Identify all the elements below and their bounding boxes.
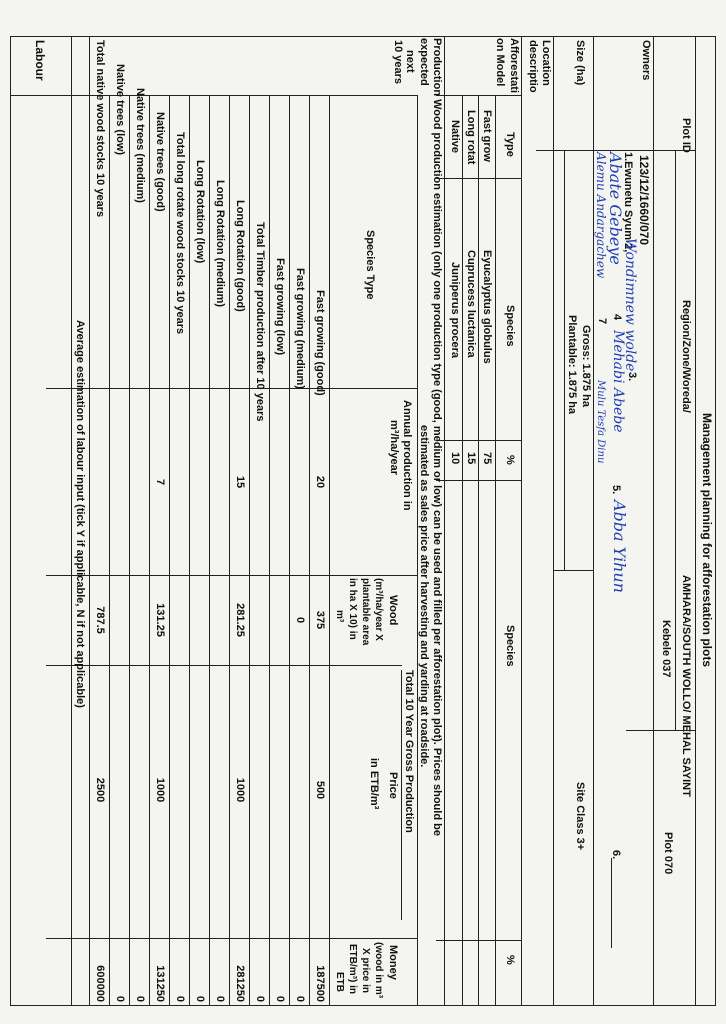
model-row-species: Cuprucess luctanica	[465, 250, 477, 358]
col-divider-price	[46, 665, 402, 666]
price-sub: in ETB/m³	[368, 758, 380, 810]
model-row-type: Native	[449, 120, 461, 154]
model-species-header-right: Species	[504, 625, 516, 667]
form-title: Management planning for afforestation plots	[700, 412, 714, 668]
row-wood: 281.25	[234, 603, 246, 637]
owner-5-handwritten: Abba Yihun	[610, 500, 629, 593]
price-header: Price	[387, 772, 399, 799]
owner-5-number: 5.	[610, 485, 622, 495]
row-money: 131250	[154, 965, 166, 1002]
row-line	[249, 95, 250, 1006]
row-money: 0	[194, 995, 206, 1002]
col-divider-money	[46, 938, 418, 939]
model-row-line	[478, 95, 479, 1006]
row-money: 0	[114, 995, 126, 1002]
total-production-underline	[401, 670, 402, 920]
model-row-line	[462, 95, 463, 1006]
model-row-pct: 10	[449, 452, 461, 465]
row-price: 500	[314, 780, 326, 800]
wood-sub-4: m³	[334, 610, 345, 623]
row-line	[309, 95, 310, 1006]
row-wood: 787.5	[94, 606, 106, 634]
species-type-header: Species Type	[364, 230, 376, 300]
plantable-underline	[564, 150, 565, 570]
wood-sub-3: in ha X 10) in	[347, 578, 358, 640]
model-row-pct: 15	[465, 452, 477, 465]
owner-3-handwritten: Abate Gebeye	[606, 152, 625, 265]
row-money: 0	[254, 995, 266, 1002]
row-money: 0	[274, 995, 286, 1002]
labour-divider	[10, 95, 72, 96]
model-type-divider	[436, 178, 522, 179]
model-type-header: Type	[504, 132, 516, 157]
model-species-header: Species	[504, 305, 516, 347]
row-money: 187500	[314, 965, 326, 1002]
model-bottom-line	[444, 36, 445, 1006]
money-header: Money	[387, 945, 399, 980]
row-line	[229, 95, 230, 1006]
row-wood: 131.25	[154, 603, 166, 637]
row-annual: 20	[314, 475, 326, 489]
row-label: Total Timber production after 10 years	[254, 222, 266, 422]
labour-label: Labour	[33, 40, 47, 81]
model-right-species-divider	[436, 940, 522, 941]
row-annual: 7	[154, 478, 166, 486]
row-label: Total native wood stocks 10 years	[94, 40, 106, 218]
row-line	[149, 95, 150, 1006]
row-label: Fast growing (low)	[274, 258, 286, 356]
owners-label: Owners	[640, 40, 652, 81]
title-divider	[695, 36, 696, 1006]
row-label: Native trees (low)	[114, 64, 126, 156]
row-money: 0	[174, 995, 186, 1002]
labour-text-line	[71, 36, 72, 1006]
wood-header: Wood	[387, 595, 399, 626]
model-pct-divider	[436, 480, 522, 481]
model-row-pct: 75	[481, 452, 493, 465]
wood-sub-2: plantable area	[360, 578, 371, 646]
plot-code: 123/12/1660/070	[637, 155, 651, 246]
region-value: AMHARA/SOUTH WOLLO/ MEHAL SAYINT	[680, 575, 692, 797]
labour-text: Average estimation of labour input (tick Y if applicable, N if not applicable)	[74, 320, 86, 708]
model-left-divider	[436, 95, 522, 96]
header-divider-3	[626, 730, 696, 731]
model-pct-header: %	[504, 455, 516, 465]
row-wood: 0	[294, 616, 306, 624]
production-header-line	[329, 95, 330, 1006]
row-money: 0	[134, 995, 146, 1002]
model-row-type: Fast grow	[481, 110, 493, 162]
plantable-size: Plantable: 1.875 ha	[566, 315, 578, 415]
location-bottom-line	[521, 36, 522, 1006]
row-line	[289, 95, 290, 1006]
production-intro: Production Wood production estimation (only one production type (good, medium or low) can be used and filled per afforestation plot). Prices should be	[431, 38, 443, 836]
model-species-divider	[436, 440, 522, 441]
row-label: Long Rotation (medium)	[214, 180, 226, 308]
total-production-header: Total 10 Year Gross Production	[403, 670, 415, 833]
production-side-next: next	[404, 50, 416, 73]
row-line	[189, 95, 190, 1006]
model-pct-header-right: %	[504, 955, 516, 965]
row-label: Native trees (medium)	[134, 88, 146, 203]
row-price: 1000	[154, 777, 166, 803]
row-label: Total long rotate wood stocks 10 years	[174, 132, 186, 335]
row-wood: 375	[314, 610, 326, 630]
model-label-1: Afforestati	[508, 38, 520, 94]
region-label: Region/Zone/Woreda/	[680, 300, 692, 413]
row-line	[109, 95, 110, 1006]
money-sub-1: (wood in m³	[373, 942, 384, 999]
model-row-species: Juniperus procera	[449, 262, 461, 358]
model-header-line	[495, 95, 496, 1006]
row-label: Fast growing (good)	[314, 290, 326, 396]
money-sub-2: X price in	[360, 948, 371, 994]
owner-6-handwritten: Alemu Andargachew	[594, 152, 608, 279]
row-annual: 15	[234, 475, 246, 489]
model-row-type: Long rotat	[465, 110, 477, 165]
plot-id-label: Plot ID	[680, 118, 692, 153]
production-intro-line	[417, 95, 418, 1006]
row-price: 1000	[234, 777, 246, 803]
owners-bottom-line	[593, 36, 594, 1006]
wood-sub-1: (m³/ha/year X	[373, 578, 384, 641]
money-sub-4: ETB	[334, 972, 345, 992]
owner-7-handwritten: Mulu Tesfa Dinu	[595, 380, 606, 464]
owner-7-number: 7	[596, 318, 608, 325]
location-label: Location descriptio	[527, 40, 552, 93]
header-divider-2	[675, 150, 676, 730]
production-bottom-line	[89, 36, 90, 1006]
row-line	[129, 95, 130, 1006]
row-price: 2500	[94, 777, 106, 803]
owner-3-number: 3.	[626, 372, 638, 382]
production-side-years: 10 years	[392, 40, 404, 85]
row-label: Fast growing (medium)	[294, 268, 306, 389]
annual-production-unit: m³/ha/year	[388, 420, 400, 476]
col-divider-annual	[46, 388, 418, 389]
plot-number: Plot 070	[662, 832, 674, 875]
owner-6-blank	[611, 858, 612, 948]
col-divider-wood	[46, 575, 418, 576]
model-row-species: Eyucalyptus globulus	[481, 250, 493, 364]
row-label: Long Rotation (low)	[194, 160, 206, 264]
row-line	[209, 95, 210, 1006]
site-class: Site Class 3+	[574, 782, 586, 851]
owner-4-handwritten: Mehabi Abebe	[610, 330, 626, 433]
size-label: Size (ha)	[574, 40, 586, 86]
owner-2-handwritten: Wondimnew wolde	[622, 238, 638, 372]
money-sub-3: ETB/m³) in	[347, 944, 358, 994]
row-line	[269, 95, 270, 1006]
row-label: Long Rotation (good)	[234, 200, 246, 312]
kebele-value: Kebele 037	[660, 620, 672, 678]
gross-size: Gross: 1.875 ha	[580, 325, 592, 407]
row-money: 0	[214, 995, 226, 1002]
row-label: Native trees (good)	[154, 112, 166, 212]
production-intro-expected: expected	[418, 38, 430, 86]
owner-4-number: 4	[611, 314, 623, 321]
row-money: 600000	[94, 965, 106, 1002]
production-intro-line2: estimated as sales price after harvesting and yarding at roadside.	[418, 425, 430, 768]
row-line	[169, 95, 170, 1006]
owner-6-number: 6.	[610, 850, 622, 860]
size-bottom-line	[553, 36, 554, 1006]
owner-printed-names: 1.Ewunetu Syum 2,	[622, 152, 634, 253]
row-money: 281250	[234, 965, 246, 1002]
header-bottom-line	[653, 36, 654, 1006]
row-money: 0	[294, 995, 306, 1002]
model-label-2: on Model	[494, 38, 506, 87]
size-divider	[554, 570, 594, 571]
annual-production-header: Annual production in	[401, 400, 413, 511]
